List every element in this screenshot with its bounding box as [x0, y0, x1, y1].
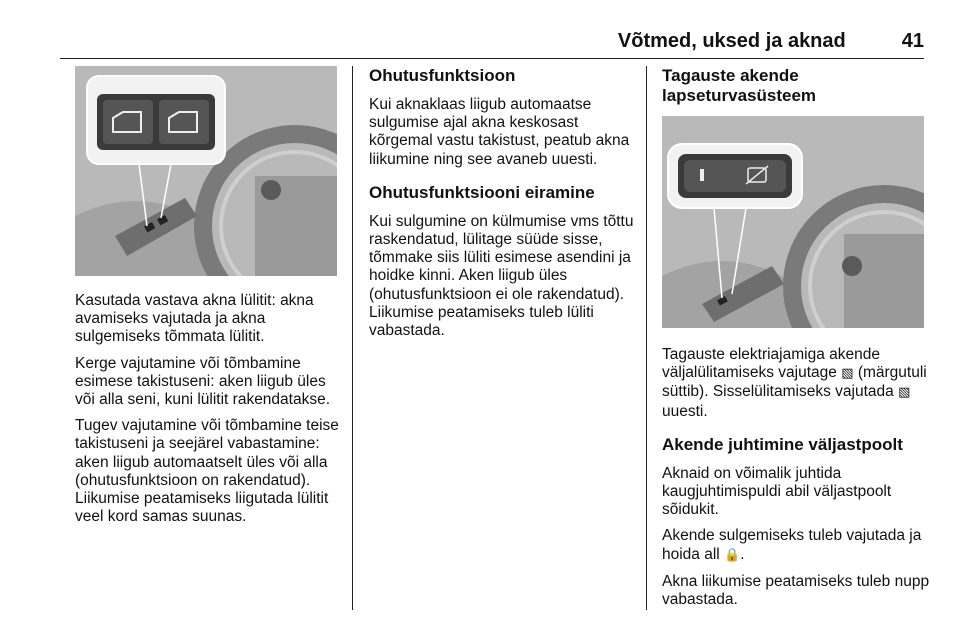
col2-paragraph-1: Kui aknaklaas liigub automaatse sulgumise ajal akna keskosast kõrgemal vastu takistust, peatub akna liikumine ning see avaneb uuesti. [369, 96, 630, 168]
col3-p1-text-c: uuesti. [662, 402, 708, 420]
col1-paragraph-1: Kasutada vastava akna lülitit: akna avamiseks vajutada ja akna sulgemiseks tõmmata lülitit. [75, 292, 314, 346]
col3-paragraph-4: Akna liikumise peatamiseks tuleb nupp vabastada. [662, 572, 930, 609]
heading-ohutusfunktsioon: Ohutusfunktsioon [369, 66, 516, 85]
window-switch-illustration [75, 66, 337, 276]
heading-ohutusfunktsiooni-eiramine: Ohutusfunktsiooni eiramine [369, 182, 595, 202]
page-title: Võtmed, uksed ja aknad [617, 29, 846, 52]
lock-icon: 🔒 [724, 547, 741, 563]
column-3 [662, 66, 930, 617]
col3-p1-text-b: (märgutuli süttib). Sisselülitamiseks vajutada [662, 364, 927, 401]
header-divider [60, 58, 924, 59]
col1-paragraph-3: Tugev vajutamine või tõmbamine teise takistuseni ja seejärel vabastamine: aken liigub automaatselt üles või alla (ohutusfunktsioon on rakendatud). Liikumise peatamiseks liigutada lülitit veel kord samas suunas. [75, 417, 339, 526]
col3-p3-text-b: . [740, 545, 745, 563]
column-divider-1 [352, 66, 353, 610]
col3-paragraph-2: Aknaid on võimalik juhtida kaugjuhtimispuldi abil väljastpoolt sõidukit. [662, 464, 892, 519]
child-lock-icon: ▧ [898, 385, 911, 401]
col1-paragraph-2: Kerge vajutamine või tõmbamine esimese takistuseni: aken liigub üles või alla seni, kuni lülitit rakendatakse. [75, 354, 331, 409]
column-2 [369, 66, 637, 348]
col2-paragraph-2: Kui sulgumine on külmumise vms tõttu raskendatud, lülitage süüde sisse, tõmmake siis lüliti esimese asendini ja hoidke kinni. Aken liigub üles (ohutusfunktsioon ei ole rakendatud). Liikumise peatamiseks tuleb lüliti vabastada. [369, 212, 634, 340]
column-1 [75, 66, 343, 534]
heading-akende-juhtimine: Akende juhtimine väljastpoolt [662, 434, 903, 454]
col3-paragraph-1 [662, 346, 930, 421]
col3-p3-text-a: Akende sulgemiseks tuleb vajutada ja hoida all [662, 527, 922, 563]
page-header [60, 26, 924, 56]
child-lock-icon: ▧ [841, 366, 854, 382]
heading-lapseturvasusteem: Tagauste akende lapseturvasüsteem [662, 66, 817, 105]
column-divider-2 [646, 66, 647, 610]
col3-paragraph-3 [662, 527, 930, 564]
page-number: 41 [901, 29, 924, 52]
col3-p1-text-a: Tagauste elektriajamiga akende väljalülitamiseks vajutage [662, 346, 880, 382]
child-lock-illustration [662, 116, 924, 328]
